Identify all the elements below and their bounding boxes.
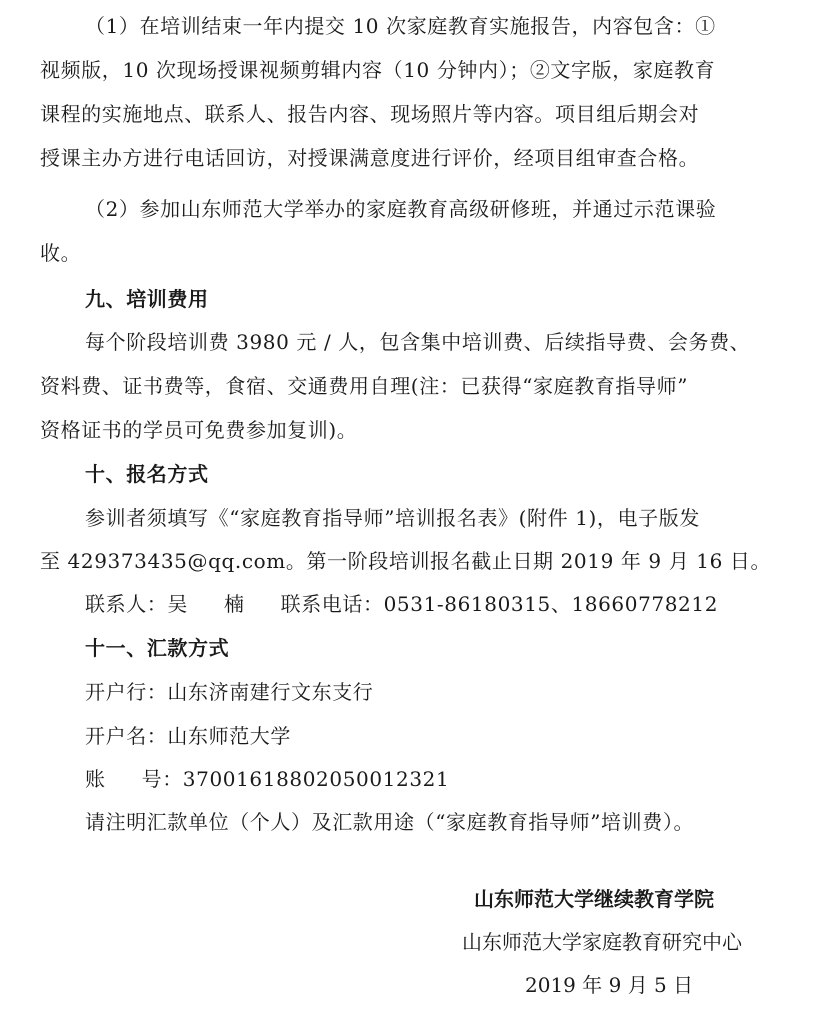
paragraph-1-line-2: 视频版，10 次现场授课视频剪辑内容（10 分钟内）；②文字版，家庭教育 bbox=[40, 58, 716, 82]
account-name-line: 开户名：山东师范大学 bbox=[85, 724, 291, 748]
bank-line: 开户行：山东济南建行文东支行 bbox=[85, 680, 374, 704]
section-heading-payment: 十一、汇款方式 bbox=[85, 636, 230, 660]
signature-date: 2019 年 9 月 5 日 bbox=[525, 973, 694, 997]
section-heading-fees: 九、培训费用 bbox=[85, 287, 209, 311]
contact-person-rest: 楠 bbox=[224, 592, 245, 616]
section-heading-registration: 十、报名方式 bbox=[85, 462, 209, 486]
fees-line-2: 资料费、证书费等，食宿、交通费用自理(注：已获得“家庭教育指导师” bbox=[40, 374, 689, 398]
paragraph-2-line-1: （2）参加山东师范大学举办的家庭教育高级研修班，并通过示范课验 bbox=[85, 197, 717, 221]
registration-line-1: 参训者须填写《“家庭教育指导师”培训报名表》(附件 1)，电子版发 bbox=[85, 506, 700, 530]
fees-line-3: 资格证书的学员可免费参加复训)。 bbox=[40, 418, 358, 442]
contact-phone: 联系电话：0531-86180315、18660778212 bbox=[280, 592, 719, 616]
payment-note: 请注明汇款单位（个人）及汇款用途（“家庭教育指导师”培训费）。 bbox=[85, 810, 695, 834]
paragraph-2-line-2: 收。 bbox=[40, 241, 82, 265]
signature-org-2: 山东师范大学家庭教育研究中心 bbox=[462, 930, 742, 954]
signature-org-1: 山东师范大学继续教育学院 bbox=[474, 887, 714, 911]
fees-line-1: 每个阶段培训费 3980 元 / 人，包含集中培训费、后续指导费、会务费、 bbox=[85, 330, 751, 354]
paragraph-1-line-4: 授课主办方进行电话回访，对授课满意度进行评价，经项目组审查合格。 bbox=[40, 146, 700, 170]
paragraph-1-line-1: （1）在培训结束一年内提交 10 次家庭教育实施报告，内容包含：① bbox=[85, 14, 716, 38]
contact-person: 联系人：吴 bbox=[85, 592, 188, 616]
contact-line bbox=[85, 582, 826, 626]
account-number-line bbox=[85, 757, 826, 801]
account-label-a: 账 bbox=[85, 767, 106, 791]
account-number: 号：37001618802050012321 bbox=[141, 767, 450, 791]
paragraph-1-line-3: 课程的实施地点、联系人、报告内容、现场照片等内容。项目组后期会对 bbox=[40, 102, 700, 126]
registration-line-2: 至 429373435@qq.com。第一阶段培训报名截止日期 2019 年 9 月 16 日。 bbox=[40, 549, 772, 573]
